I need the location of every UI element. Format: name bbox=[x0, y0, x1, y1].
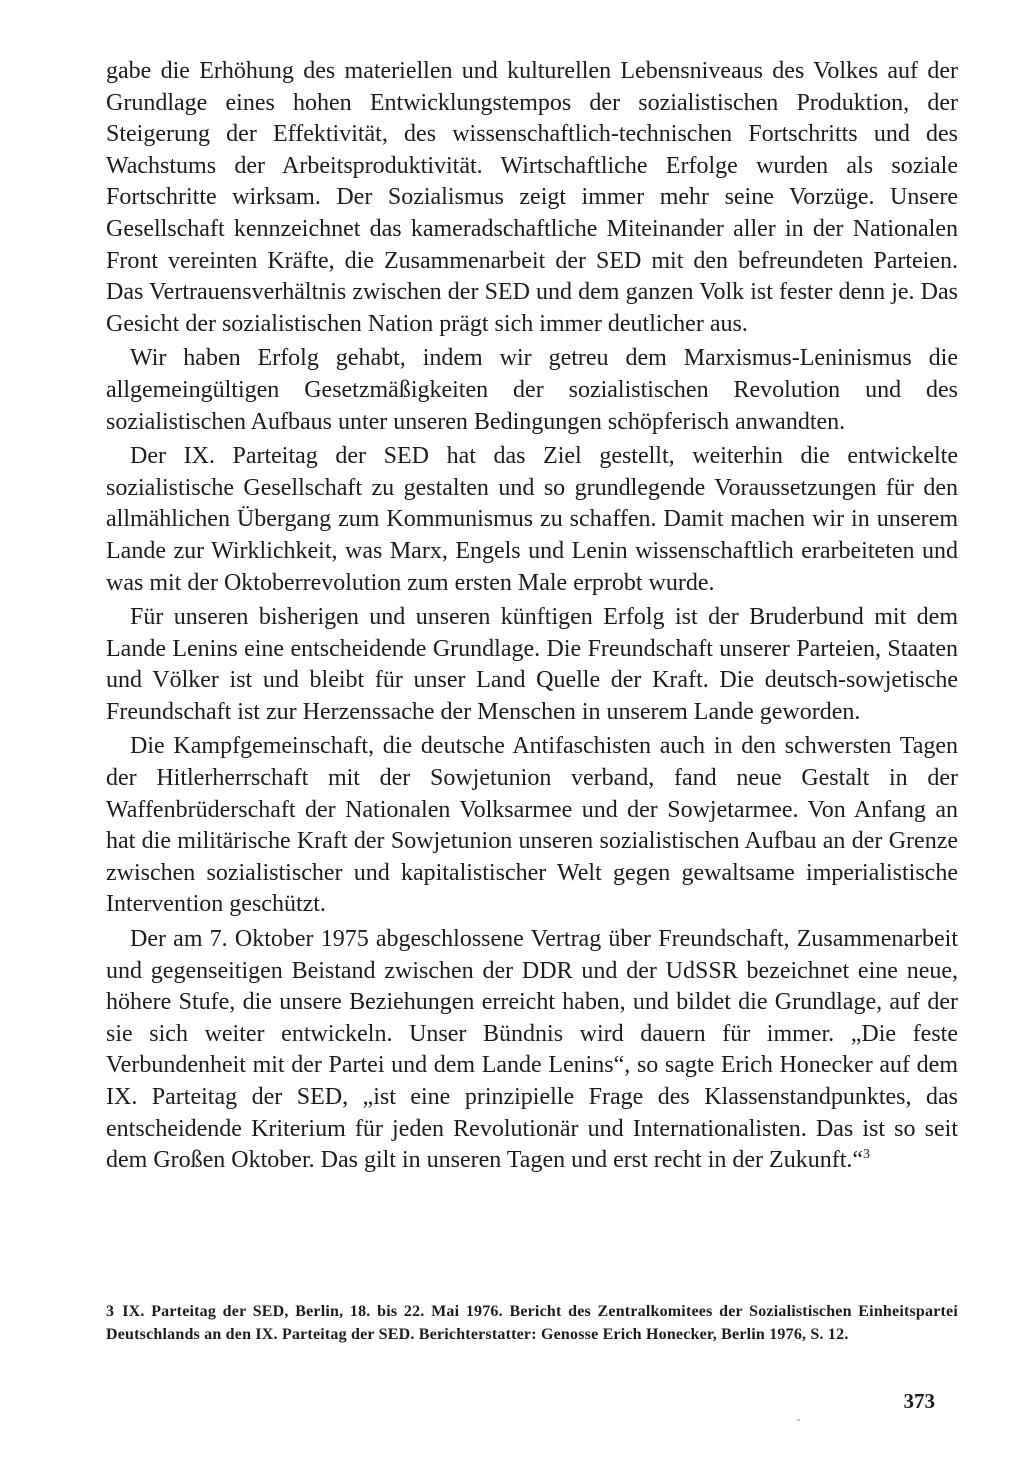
paragraph-2: Wir haben Erfolg gehabt, indem wir getreu dem Marxismus-Leninismus die allgemeingültigen Gesetzmäßigkeiten der sozialistischen Revolution und des sozialistischen Aufbaus unter unseren Bedingungen schöpferisch anwandten. bbox=[106, 345, 958, 435]
footnote-text: IX. Parteitag der SED, Berlin, 18. bis 22. Mai 1976. Bericht des Zentralkomitees der Sozialistischen Einheitspartei Deutschlands an den IX. Parteitag der SED. Berichterstatter: Genosse Erich Honecker, Berlin 1976, S. 12. bbox=[106, 1303, 958, 1343]
footnote bbox=[106, 1300, 958, 1346]
page-number: 373 bbox=[903, 1389, 935, 1413]
paragraph-5: Die Kampfgemeinschaft, die deutsche Antifaschisten auch in den schwersten Tagen der Hitlerherrschaft mit der Sowjetunion verband, fand neue Gestalt in der Waffenbrüderschaft der Nationalen Volksarmee und der Sowjetarmee. Von Anfang an hat die militärische Kraft der Sowjetunion unseren sozialistischen Aufbau an der Grenze zwischen sozialistischer und kapitalistischer Welt gegen gewaltsame imperialistische Intervention geschützt. bbox=[106, 733, 958, 918]
footnote-number: 3 bbox=[106, 1303, 115, 1320]
footnote-marker: 3 bbox=[863, 1147, 871, 1163]
paragraph-1: gabe die Erhöhung des materiellen und kulturellen Lebensniveaus des Volkes auf der Grundlage eines hohen Entwicklungstempos der sozialistischen Produktion, der Steigerung der Effektivität, des wissenschaftlich-technischen Fortschritts und des Wachstums der Arbeitsproduktivität. Wirtschaftliche Erfolge wurden als soziale Fortschritte wirksam. Der Sozialismus zeigt immer mehr seine Vorzüge. Unsere Gesellschaft kennzeichnet das kameradschaftliche Miteinander aller in der Nationalen Front vereinten Kräfte, die Zusammenarbeit der SED mit den befreundeten Parteien. Das Vertrauensverhältnis zwischen der SED und dem ganzen Volk ist fester denn je. Das Gesicht der sozialistischen Nation prägt sich immer deutlicher aus. bbox=[106, 58, 958, 337]
paragraph-4: Für unseren bisherigen und unseren künftigen Erfolg ist der Bruderbund mit dem Lande Lenins eine entscheidende Grundlage. Die Freundschaft unserer Parteien, Staaten und Völker ist und bleibt für unser Land Quelle der Kraft. Die deutsch-sowjetische Freundschaft ist zur Herzenssache der Menschen in unserem Lande geworden. bbox=[106, 604, 958, 725]
body-text bbox=[106, 56, 958, 1177]
paragraph-6 bbox=[106, 924, 958, 1177]
paragraph-6-text: Der am 7. Oktober 1975 abgeschlossene Vertrag über Freundschaft, Zusammenarbeit und gegenseitigen Beistand zwischen der DDR und der UdSSR bezeichnet eine neue, höhere Stufe, die unsere Beziehungen erreicht haben, und bildet die Grundlage, auf der sie sich weiter entwickeln. Unser Bündnis wird dauern für immer. „Die feste Verbundenheit mit der Partei und dem Lande Lenins“, so sagte Erich Honecker auf dem IX. Parteitag der SED, „ist eine prinzipielle Frage des Klassenstandpunktes, das entscheidende Kriterium für jeden Revolutionär und Internationalisten. Das ist so seit dem Großen Oktober. Das gilt in unseren Tagen und erst recht in der Zukunft.“ bbox=[106, 926, 958, 1174]
scan-speck bbox=[797, 1419, 800, 1421]
paragraph-3: Der IX. Parteitag der SED hat das Ziel gestellt, weiterhin die entwickelte sozialistische Gesellschaft zu gestalten und so grundlegende Voraussetzungen für den allmählichen Übergang zum Kommunismus zu schaffen. Damit machen wir in unserem Lande zur Wirklichkeit, was Marx, Engels und Lenin wissenschaftlich erarbeiteten und was mit der Oktoberrevolution zum ersten Male erprobt wurde. bbox=[106, 443, 958, 596]
